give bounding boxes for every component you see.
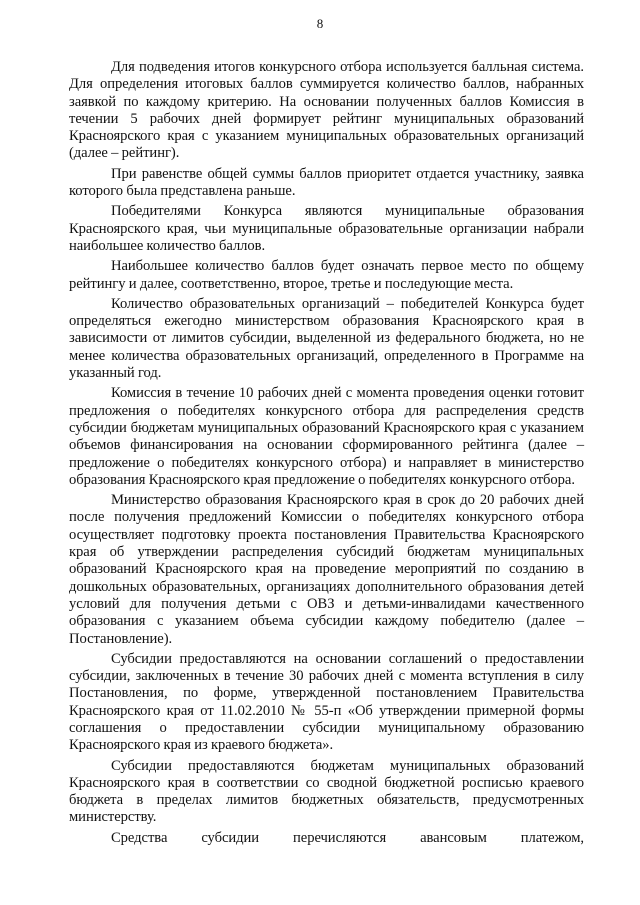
paragraph-ranking-places: Наибольшее количество баллов будет означать первое место по общему рейтингу и далее, соответственно, второе, третье и последующие места.: [69, 258, 584, 292]
paragraph-subsidy-budget: Субсидии предоставляются бюджетам муниципальных образований Красноярского края в соответствии со сводной бюджетной росписью краевого бюджета в пределах лимитов бюджетных обязательств, предусмотренных министерству.: [69, 757, 584, 826]
page-number: 8: [316, 16, 324, 31]
paragraph-subsidy-agreements: Субсидии предоставляются на основании соглашений о предоставлении субсидии, заключенных в течение 30 рабочих дней с момента вступления в силу Постановления, по форме, утвержденной постановлением Правительства Красноярского края от 11.02.2010 № 55-п «Об утверждении примерной формы соглашения о предоставлении субсидии муниципальному образованию Красноярского края из краевого бюджета».: [69, 650, 584, 754]
paragraph-scoring-system: Для подведения итогов конкурсного отбора используется балльная система. Для определения итоговых баллов суммируется количество баллов, набранных заявкой по каждому критерию. На основании полученных баллов Комиссия в течении 5 рабочих дней формирует рейтинг муниципальных образований Красноярского края с указанием муниципальных образовательных организаций (далее – рейтинг).: [69, 59, 584, 162]
paragraph-subsidy-transfer: Средства субсидии перечисляются авансовым платежом,: [111, 829, 584, 846]
paragraph-tie-priority: При равенстве общей суммы баллов приоритет отдается участнику, заявка которого была представлена раньше.: [69, 165, 584, 200]
paragraph-winners-definition: Победителями Конкурса являются муниципальные образования Красноярского края, чьи муниципальные образовательные организации набрали наибольшее количество баллов.: [69, 203, 584, 254]
document-body: [69, 59, 584, 850]
paragraph-ministry-resolution: Министерство образования Красноярского края в срок до 20 рабочих дней после получения предложений Комиссии о победителях конкурсного отбора осуществляет подготовку проекта постановления Правительства Красноярского края об утверждении распределения субсидий бюджетам муниципальных образований Красноярского края на проведение мероприятий по созданию в дошкольных образовательных, организациях дополнительного образования детей условий для получения детьми с ОВЗ и детьми-инвалидами качественного образования с указанием объема субсидии каждому победителю (далее – Постановление).: [69, 492, 584, 647]
paragraph-commission-proposals: Комиссия в течение 10 рабочих дней с момента проведения оценки готовит предложения о победителях конкурсного отбора для распределения средств субсидии бюджетам муниципальных образований Красноярского края с указанием объемов финансирования на основании сформированного рейтинга (далее – предложение о победителях конкурсного отбора) и направляет в министерство образования Красноярского края предложение о победителях конкурсного отбора.: [69, 385, 584, 488]
paragraph-winners-count: Количество образовательных организаций – победителей Конкурса будет определяться ежегодно министерством образования Красноярского края в зависимости от лимитов субсидии, выделенной из федерального бюджета, но не менее количества образовательных организаций, определенного в Программе на указанный год.: [69, 295, 584, 382]
